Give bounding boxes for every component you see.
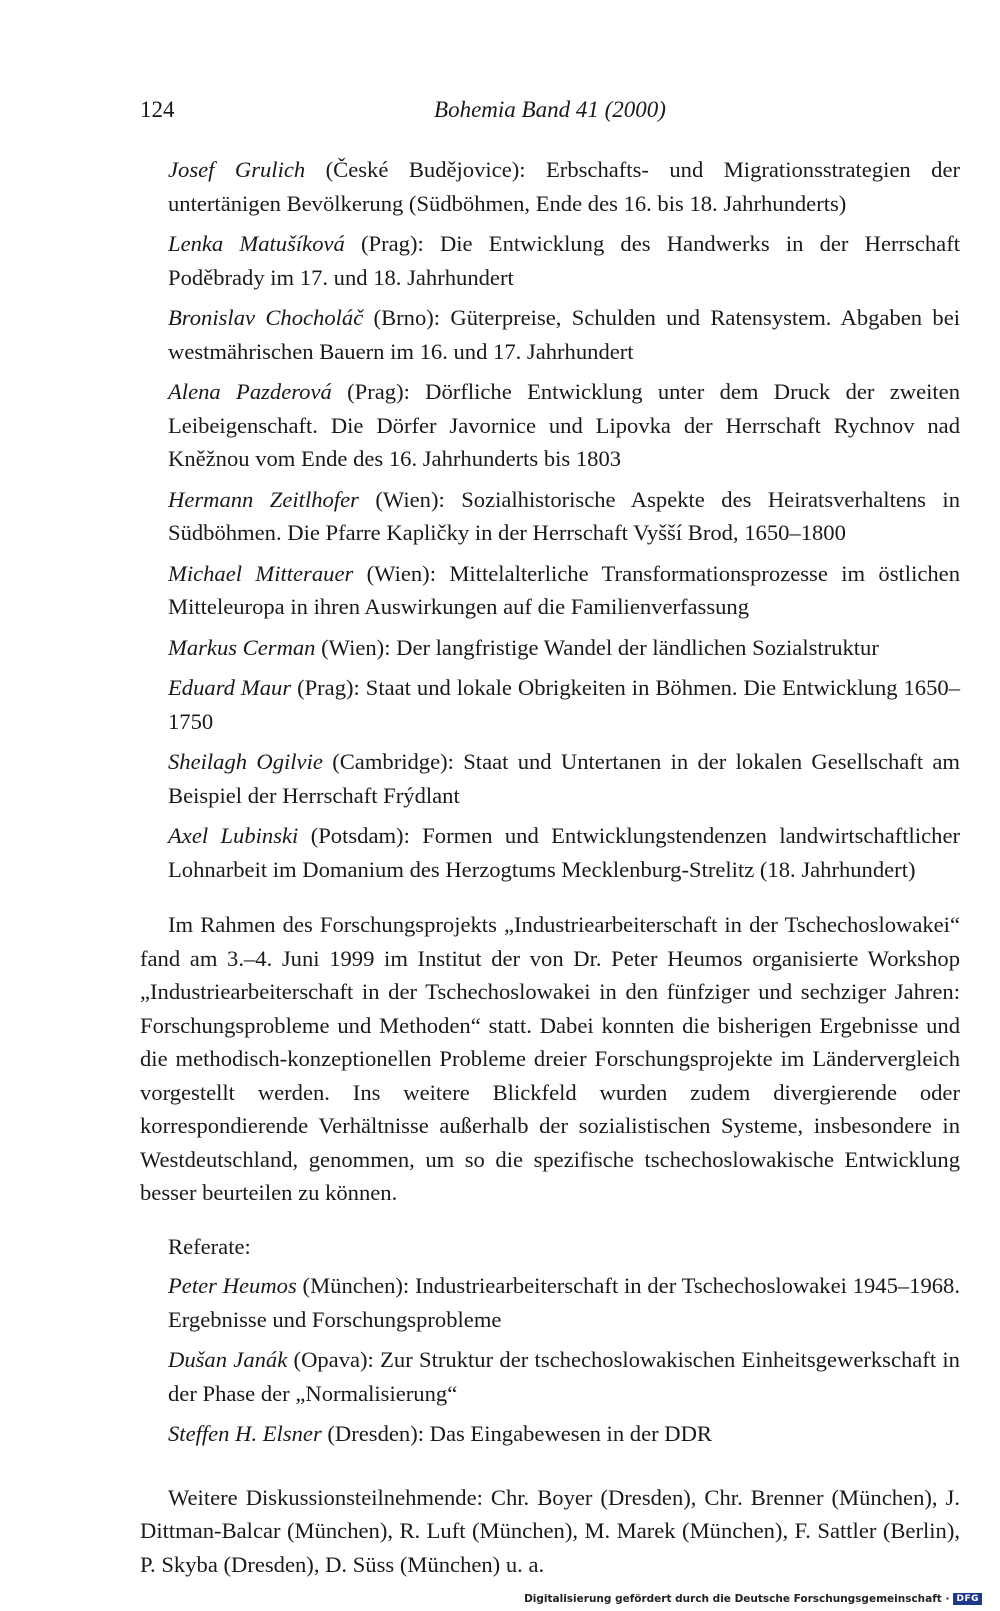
page-number: 124 — [140, 97, 175, 122]
contribution-entry — [168, 227, 960, 294]
page-content — [140, 153, 960, 1581]
author-name: Lenka Matušíková — [168, 231, 345, 256]
referate-list — [140, 1269, 960, 1451]
journal-title: Bohemia Band 41 (2000) — [434, 97, 666, 122]
referat-entry — [168, 1343, 960, 1410]
contribution-title: (Prag): Dörfliche Entwicklung unter dem Druck der zweiten Leibeigenschaft. Die Dörfer Javornice und Lipovka der Herrschaft Rychnov nad Kněžnou vom Ende des 16. Jahrhunderts bis 1803 — [168, 379, 960, 471]
contribution-title: (Brno): Güterpreise, Schulden und Ratensystem. Abgaben bei westmährischen Bauern im 16. und 17. Jahrhundert — [168, 305, 961, 364]
contribution-entry — [168, 557, 960, 624]
author-name: Michael Mitterauer — [168, 560, 354, 586]
contribution-title: (Wien): Mittelalterliche Transformationsprozesse im östlichen Mitteleuropa in ihren Auswirkungen auf die Familienverfassung — [168, 560, 961, 619]
referat-title: (Dresden): Das Eingabewesen in der DDR — [321, 1421, 712, 1446]
author-name: Hermann Zeitlhofer — [168, 486, 359, 512]
author-name: Sheilagh Ogilvie — [168, 749, 323, 774]
referat-entry — [168, 1269, 960, 1336]
referat-title: (Opava): Zur Struktur der tschechoslowakischen Einheitsgewerkschaft in der Phase der „Normalisierung“ — [168, 1347, 960, 1406]
dfg-logo-icon: DFG — [953, 1593, 982, 1605]
contribution-title: (Potsdam): Formen und Entwicklungstendenzen landwirtschaftlicher Lohnarbeit im Domanium des Herzogtums Mecklenburg-Strelitz (18. Jahrhundert) — [168, 823, 960, 882]
contribution-title: (České Budějovice): Erbschafts- und Migrationsstrategien der untertänigen Bevölkerung (Südböhmen, Ende des 16. bis 18. Jahrhunderts) — [168, 157, 960, 216]
workshop-paragraph: Im Rahmen des Forschungsprojekts „Industriearbeiterschaft in der Tschechoslowakei“ fand am 3.–4. Juni 1999 im Institut der von Dr. Peter Heumos organisierte Workshop „Industriearbeiterschaft in der Tschechoslowakei in den fünfziger und sechziger Jahren: Forschungsprobleme und Methoden“ statt. Dabei konnten die bisherigen Ergebnisse und die methodisch-konzeptionellen Probleme dreier Forschungsprojekte im Ländervergleich vorgestellt werden. Ins weitere Blickfeld wurden zudem divergierende oder korrespondierende Verhältnisse außerhalb der sozialistischen Systeme, insbesondere in Westdeutschland, genommen, um so die spezifische tschechoslowakische Entwicklung besser beurteilen zu können. — [140, 912, 960, 1205]
author-name: Eduard Maur — [168, 675, 292, 700]
author-name: Markus Cerman — [168, 634, 316, 660]
author-name: Axel Lubinski — [168, 823, 299, 848]
contribution-title: (Wien): Der langfristige Wandel der ländlichen Sozialstruktur — [315, 634, 879, 660]
referat-title: (München): Industriearbeiterschaft in der Tschechoslowakei 1945–1968. Ergebnisse und Forschungsprobleme — [168, 1273, 961, 1332]
contribution-entry — [168, 631, 960, 665]
contribution-entry — [168, 153, 960, 220]
contribution-entry — [168, 745, 960, 812]
contribution-title: (Wien): Sozialhistorische Aspekte des Heiratsverhaltens in Südböhmen. Die Pfarre Kapličky in der Herrschaft Vyšší Brod, 1650–1800 — [168, 486, 960, 545]
page-header — [140, 97, 960, 127]
author-name: Dušan Janák — [168, 1347, 288, 1372]
author-name: Bronislav Chocholáč — [168, 305, 364, 330]
contribution-entry — [168, 671, 960, 738]
referate-heading: Referate: — [168, 1233, 251, 1259]
contribution-entry — [168, 483, 960, 550]
contribution-entry — [168, 301, 960, 368]
contribution-entry — [168, 819, 960, 886]
author-name: Josef Grulich — [168, 157, 306, 182]
author-name: Peter Heumos — [168, 1273, 297, 1298]
footer-credit: Digitalisierung gefördert durch die Deutsche Forschungsgemeinschaft · — [524, 1593, 950, 1605]
contribution-entry — [168, 375, 960, 476]
contribution-title: (Cambridge): Staat und Untertanen in der lokalen Gesellschaft am Beispiel der Herrschaft Frýdlant — [168, 749, 961, 808]
page-footer — [524, 1593, 982, 1605]
referat-entry — [168, 1417, 960, 1451]
contributions-list — [140, 153, 960, 886]
author-name: Steffen H. Elsner — [168, 1421, 322, 1446]
author-name: Alena Pazderová — [168, 379, 332, 404]
contribution-title: (Prag): Staat und lokale Obrigkeiten in Böhmen. Die Entwicklung 1650–1750 — [168, 675, 960, 734]
participants-paragraph: Weitere Diskussionsteilnehmende: Chr. Boyer (Dresden), Chr. Brenner (München), J. Dittman-Balcar (München), R. Luft (München), M. Marek (München), F. Sattler (Berlin), P. Skyba (Dresden), D. Süss (München) u. a. — [140, 1484, 960, 1577]
contribution-title: (Prag): Die Entwicklung des Handwerks in der Herrschaft Poděbrady im 17. und 18. Jahrhundert — [168, 231, 960, 290]
